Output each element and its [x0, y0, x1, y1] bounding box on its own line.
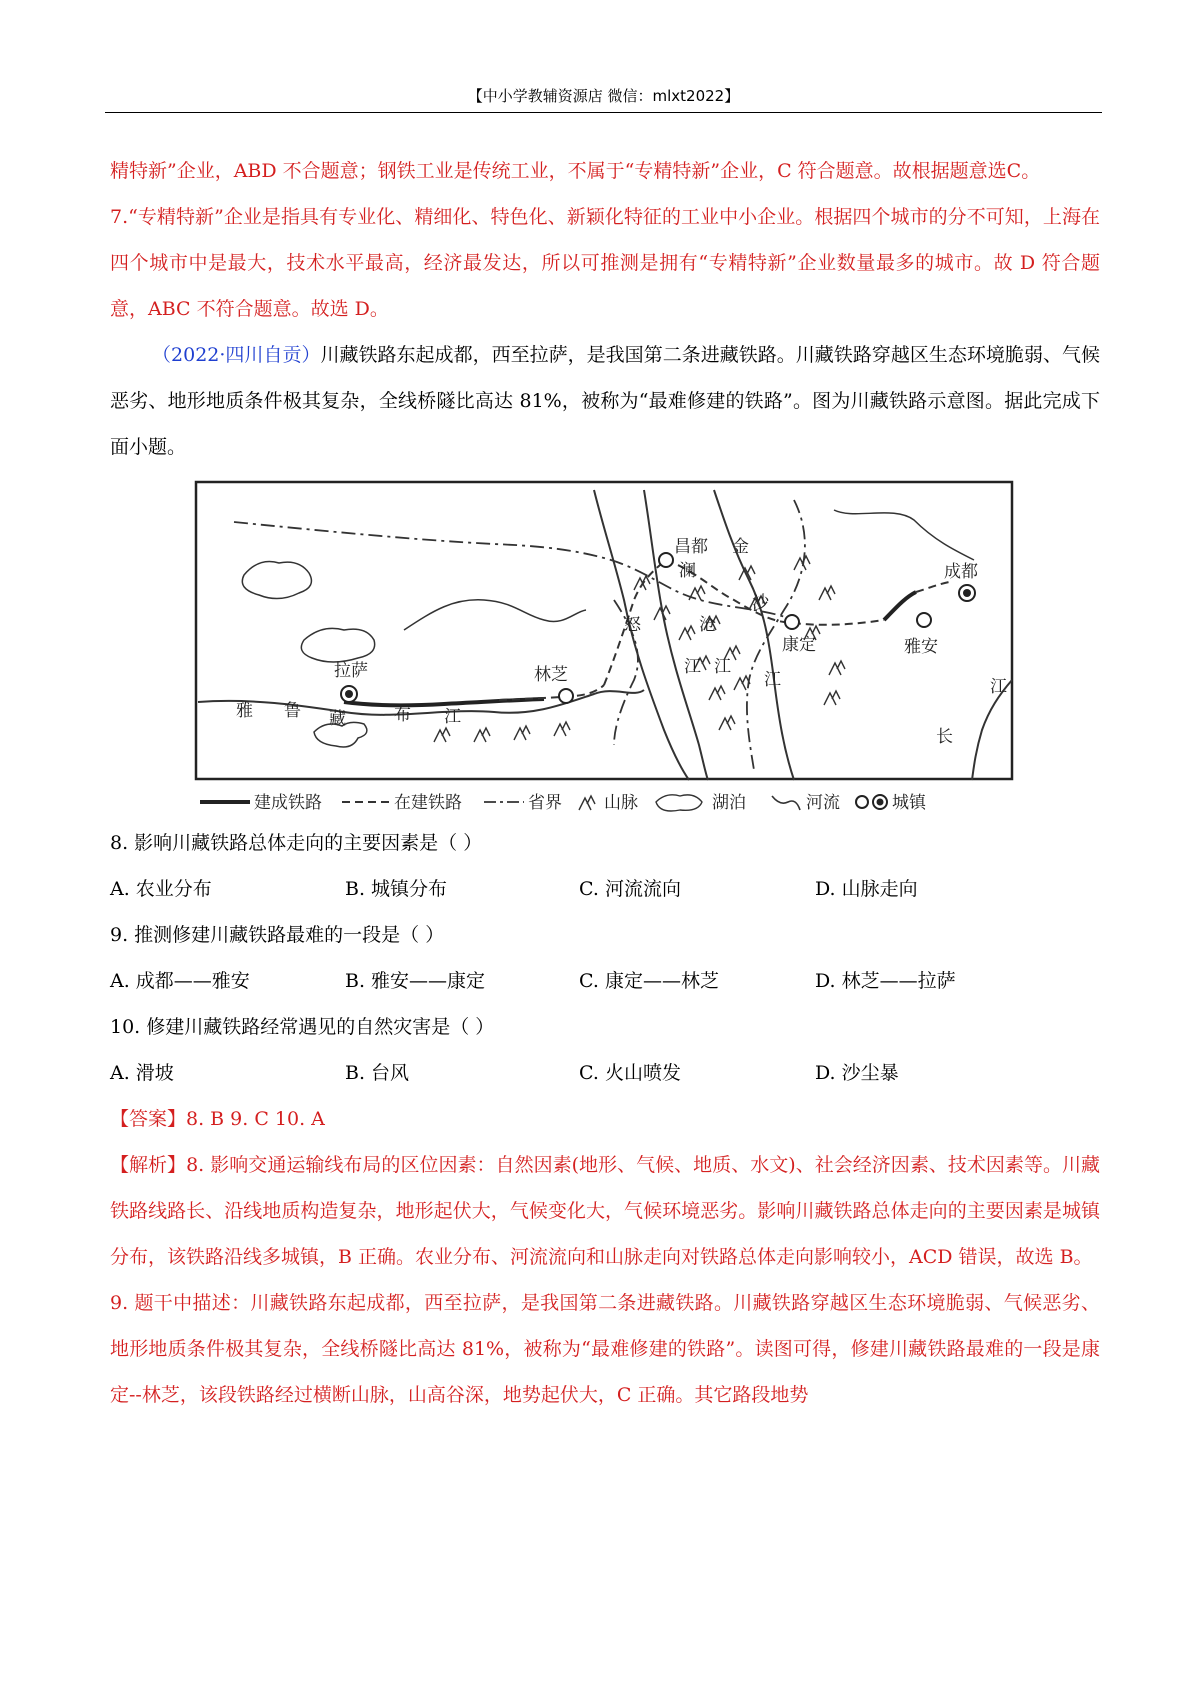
answer-continuation: 精特新”企业，ABD 不合题意；钢铁工业是传统工业，不属于“专精特新”企业，C 符合题意。故根据题意选C。	[110, 160, 1041, 182]
city-marker-changdu	[659, 553, 673, 567]
city-label: 雅安	[904, 637, 938, 657]
built-railway	[884, 592, 916, 620]
option: C. 河流流向	[579, 878, 681, 900]
option: B. 台风	[345, 1062, 410, 1084]
option: A. 滑坡	[110, 1062, 174, 1084]
legend-label: 省界	[528, 793, 562, 813]
question-8-stem: 8. 影响川藏铁路总体走向的主要因素是（ ）	[110, 832, 483, 854]
river-label: 江	[444, 707, 461, 727]
railway-map-figure	[194, 480, 1014, 820]
city-marker-linzhi	[559, 689, 573, 703]
province-boundary	[234, 522, 794, 620]
legend-label: 湖泊	[712, 793, 746, 813]
river-label: 澜	[679, 561, 696, 581]
city-label: 成都	[944, 562, 978, 582]
question-10-stem: 10. 修建川藏铁路经常遇见的自然灾害是（ ）	[110, 1016, 495, 1038]
option: C. 康定——林芝	[579, 970, 719, 992]
river-line	[834, 510, 974, 560]
river-line	[644, 490, 708, 780]
option: D. 林芝——拉萨	[815, 970, 956, 992]
river-line	[198, 690, 644, 715]
river-label: 沙	[752, 593, 769, 613]
option: D. 沙尘暴	[815, 1062, 899, 1084]
page-body	[110, 148, 1100, 1418]
river-label: 江	[990, 677, 1007, 697]
lake-icon	[242, 562, 311, 599]
legend-label: 河流	[806, 793, 840, 813]
legend-label: 山脉	[604, 793, 638, 813]
river-label: 长	[936, 727, 953, 747]
option: C. 火山喷发	[579, 1062, 681, 1084]
map-legend	[200, 793, 927, 813]
sichuan-tibet-railway-map	[194, 480, 1014, 820]
city-label: 林芝	[534, 665, 568, 685]
river-label: 沧	[699, 615, 716, 635]
city-marker-kangding	[785, 615, 799, 629]
city-marker-yaan	[917, 613, 931, 627]
legend-town-icon	[856, 796, 868, 808]
answer-key: 【答案】8. B 9. C 10. A	[110, 1108, 325, 1130]
legend-label: 在建铁路	[394, 793, 462, 813]
river-label: 江	[764, 670, 781, 690]
legend-label: 城镇	[892, 793, 926, 813]
legend-city-icon-center	[877, 799, 884, 806]
intro-text: 川藏铁路东起成都，西至拉萨，是我国第二条进藏铁路。川藏铁路穿越区生态环境脆弱、气候恶劣、地形地质条件极其复杂，全线桥隧比高达 81%，被称为“最难修建的铁路”。图为川藏铁路示意图。据此完成下面小题。	[110, 344, 1100, 458]
planned-railway	[499, 685, 604, 700]
river-label: 鲁	[284, 701, 301, 721]
page-header: 【中小学教辅资源店 微信：mlxt2022】	[105, 82, 1102, 113]
river-label: 藏	[329, 709, 346, 729]
legend-river-icon	[772, 796, 800, 810]
river-label: 布	[394, 705, 411, 725]
option: A. 农业分布	[110, 878, 212, 900]
question-10-options	[110, 1050, 1100, 1096]
river-label: 怒	[624, 615, 641, 635]
river-label: 金	[732, 537, 749, 557]
city-label: 昌都	[674, 537, 708, 557]
planned-railway	[916, 582, 949, 592]
river-label: 江	[684, 657, 701, 677]
question-8-options	[110, 866, 1100, 912]
river-label: 雅	[236, 701, 253, 721]
legend-label: 建成铁路	[254, 793, 322, 813]
source-tag: （2022·四川自贡）	[152, 344, 321, 366]
option: D. 山脉走向	[815, 878, 918, 900]
analysis-9: 9. 题干中描述：川藏铁路东起成都，西至拉萨，是我国第二条进藏铁路。川藏铁路穿越区生态环境脆弱、气候恶劣、地形地质条件极其复杂，全线桥隧比高达 81%，被称为“最难修建的铁路”。读图可得，修建川藏铁路最难的一段是康定--林芝，该段铁路经过横断山脉，山高谷深，地势起伏大，C 正确。其它路段地势	[110, 1292, 1100, 1406]
legend-mountain-icon	[579, 796, 595, 810]
river-line	[594, 490, 689, 780]
analysis-8: 【解析】8. 影响交通运输线布局的区位因素：自然因素(地形、气候、地质、水文)、社会经济因素、技术因素等。川藏铁路线路长、沿线地质构造复杂，地形起伏大，气候变化大，气候环境恶劣。影响川藏铁路总体走向的主要因素是城镇分布，该铁路沿线多城镇，B 正确。农业分布、河流流向和山脉走向对铁路总体走向影响较小，ACD 错误，故选 B。	[110, 1154, 1100, 1268]
question-9-options	[110, 958, 1100, 1004]
city-marker-chengdu-center	[963, 589, 971, 597]
answer-7-explanation: 7.“专精特新”企业是指具有专业化、精细化、特色化、新颖化特征的工业中小企业。根据四个城市的分不可知，上海在四个城市中是最大，技术水平最高，经济最发达，所以可推测是拥有“专精特新”企业数量最多的城市。故 D 符合题意，ABC 不符合题意。故选 D。	[110, 206, 1100, 320]
city-label: 拉萨	[334, 661, 368, 681]
river-label: 江	[714, 657, 731, 677]
question-intro	[110, 332, 1100, 470]
city-marker-lhasa-center	[345, 690, 353, 698]
option: A. 成都——雅安	[110, 970, 250, 992]
river-line	[404, 600, 586, 630]
option: B. 雅安——康定	[345, 970, 486, 992]
option: B. 城镇分布	[345, 878, 448, 900]
legend-lake-icon	[656, 795, 702, 811]
question-9-stem: 9. 推测修建川藏铁路最难的一段是（ ）	[110, 924, 445, 946]
city-label: 康定	[782, 635, 816, 655]
lake-icon	[301, 628, 374, 662]
